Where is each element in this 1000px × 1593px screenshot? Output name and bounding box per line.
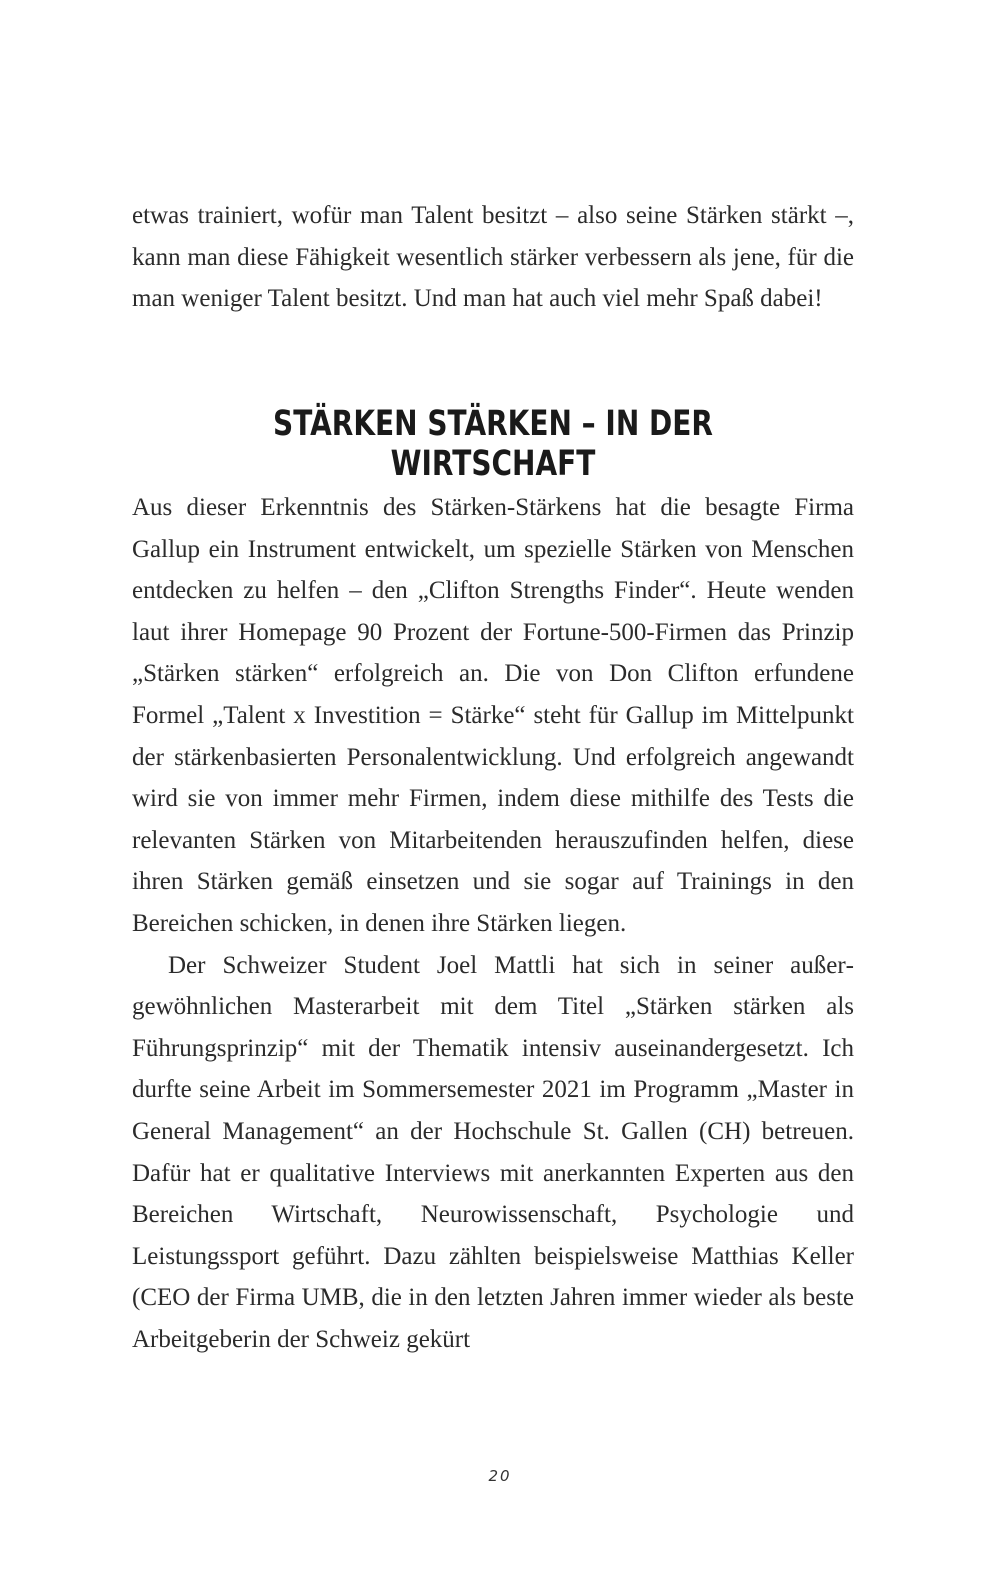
intro-paragraph: etwas trainiert, wofür man Talent besitzt – also seine Stärken stärkt –, kann man diese Fähigkeit wesentlich stärker verbessern als jene, für die man weniger Talent besitzt. Und man hat auch viel mehr Spaß dabei! — [132, 202, 854, 313]
section-body — [132, 487, 854, 1360]
body-paragraph: Der Schweizer Student Joel Mattli hat sich in seiner außergewöhnlichen Masterarbeit mit dem Titel „Stärken stärken als Führungsprinzip“ mit der Thematik intensiv auseinandergesetzt. Ich durfte seine Arbeit im Sommersemester 2021 im Programm „Master in General Management“ an der Hochschule St. Gallen (CH) betreuen. Dafür hat er qualitative Interviews mit anerkannten Experten aus den Bereichen Wirtschaft, Neurowissenschaft, Psychologie und Leistungssport geführt. Dazu zählten beispielsweise Matthias Keller (CEO der Firma UMB, die in den letzten Jahren immer wieder als beste Arbeitgeberin der Schweiz gekürt — [132, 951, 854, 1353]
body-paragraph: Aus dieser Erkenntnis des Stärken-Stärkens hat die besagte Firma Gallup ein Instrument entwickelt, um spezielle Stärken von Menschen entdecken zu helfen – den „Clifton Strengths Finder“. Heute wenden laut ihrer Homepage 90 Prozent der Fortune-500-Firmen das Prinzip „Stärken stärken“ erfolgreich an. Die von Don Clifton erfundene Formel „Talent x Investition = Stärke“ steht für Gallup im Mittelpunkt der stärkenbasierten Personalentwicklung. Und erfolgreich angewandt wird sie von immer mehr Firmen, indem diese mithilfe des Tests die relevanten Stärken von Mitarbeitenden herauszufinden helfen, diese ihren Stärken gemäß einsetzen und sie sogar auf Trainings in den Bereichen schicken, in denen ihre Stärken liegen. — [132, 494, 854, 937]
page-number: 20 — [488, 1467, 512, 1485]
section-heading: STÄRKEN STÄRKEN – IN DER WIRTSCHAFT — [273, 404, 713, 484]
intro-text-block — [132, 195, 854, 320]
